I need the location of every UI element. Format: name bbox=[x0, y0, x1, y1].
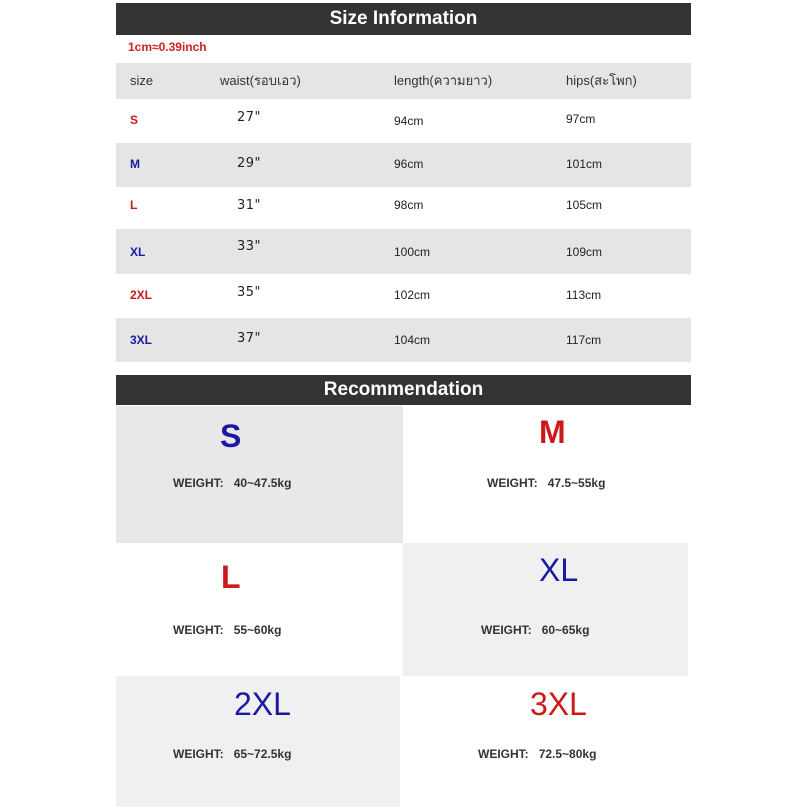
length-cell: 98cm bbox=[394, 198, 424, 212]
weight-value: 40~47.5kg bbox=[233, 476, 292, 490]
size-cell: 3XL bbox=[130, 333, 153, 347]
weight-value: 60~65kg bbox=[541, 623, 590, 637]
table-row bbox=[116, 187, 691, 231]
size-label: 2XL bbox=[234, 686, 291, 722]
weight-value: 55~60kg bbox=[233, 623, 282, 637]
weight-label: WEIGHT: bbox=[173, 476, 224, 490]
size-information-header: Size Information bbox=[116, 3, 691, 35]
waist-cell: 31" bbox=[237, 198, 262, 213]
weight-label: WEIGHT: bbox=[481, 623, 532, 637]
length-cell: 96cm bbox=[394, 157, 424, 171]
recommendation-header: Recommendation bbox=[116, 375, 691, 405]
weight-label: WEIGHT: bbox=[173, 747, 224, 761]
table-header-row bbox=[116, 63, 691, 99]
hips-cell: 117cm bbox=[566, 333, 602, 347]
column-header-waist: waist(รอบเอว) bbox=[220, 73, 301, 88]
size-label: 3XL bbox=[530, 686, 587, 722]
recommendation-card-s bbox=[116, 406, 403, 543]
waist-cell: 27" bbox=[237, 110, 262, 125]
length-cell: 104cm bbox=[394, 333, 431, 347]
size-label: M bbox=[539, 414, 566, 450]
weight-text bbox=[173, 476, 291, 490]
weight-value: 72.5~80kg bbox=[538, 747, 597, 761]
weight-text bbox=[173, 623, 281, 637]
table-row bbox=[116, 274, 691, 318]
weight-label: WEIGHT: bbox=[487, 476, 538, 490]
size-label: XL bbox=[539, 552, 579, 588]
column-header-hips: hips(สะโพก) bbox=[566, 73, 637, 88]
length-cell: 102cm bbox=[394, 288, 431, 302]
waist-cell: 35" bbox=[237, 285, 262, 300]
size-cell: S bbox=[130, 113, 139, 127]
recommendation-card-l bbox=[116, 543, 403, 676]
weight-value: 47.5~55kg bbox=[547, 476, 606, 490]
hips-cell: 101cm bbox=[566, 157, 603, 171]
recommendation-card-m bbox=[403, 406, 691, 543]
table-row bbox=[116, 318, 691, 362]
hips-cell: 109cm bbox=[566, 245, 603, 259]
waist-cell: 29" bbox=[237, 156, 262, 171]
table-row bbox=[116, 99, 691, 143]
size-label: L bbox=[221, 559, 241, 595]
size-cell: L bbox=[130, 198, 138, 212]
weight-text bbox=[481, 623, 589, 637]
weight-text bbox=[173, 747, 291, 761]
size-cell: 2XL bbox=[130, 288, 153, 302]
size-cell: XL bbox=[130, 245, 146, 259]
size-label: S bbox=[220, 418, 242, 454]
unit-conversion-note: 1cm≈0.39inch bbox=[128, 40, 207, 54]
column-header-length: length(ความยาว) bbox=[394, 73, 493, 88]
weight-value: 65~72.5kg bbox=[233, 747, 292, 761]
weight-text bbox=[487, 476, 605, 490]
table-row bbox=[116, 229, 691, 274]
recommendation-card-2xl bbox=[116, 676, 400, 807]
hips-cell: 105cm bbox=[566, 198, 603, 212]
recommendation-card-xl bbox=[403, 543, 688, 676]
column-header-size: size bbox=[130, 73, 154, 88]
waist-cell: 33" bbox=[237, 239, 262, 254]
weight-label: WEIGHT: bbox=[478, 747, 529, 761]
length-cell: 100cm bbox=[394, 245, 431, 259]
length-cell: 94cm bbox=[394, 114, 424, 128]
size-cell: M bbox=[130, 157, 140, 171]
hips-cell: 97cm bbox=[566, 112, 596, 126]
recommendation-card-3xl bbox=[400, 676, 691, 807]
hips-cell: 113cm bbox=[566, 288, 602, 302]
table-row bbox=[116, 143, 691, 187]
weight-text bbox=[478, 747, 596, 761]
weight-label: WEIGHT: bbox=[173, 623, 224, 637]
waist-cell: 37" bbox=[237, 331, 262, 346]
